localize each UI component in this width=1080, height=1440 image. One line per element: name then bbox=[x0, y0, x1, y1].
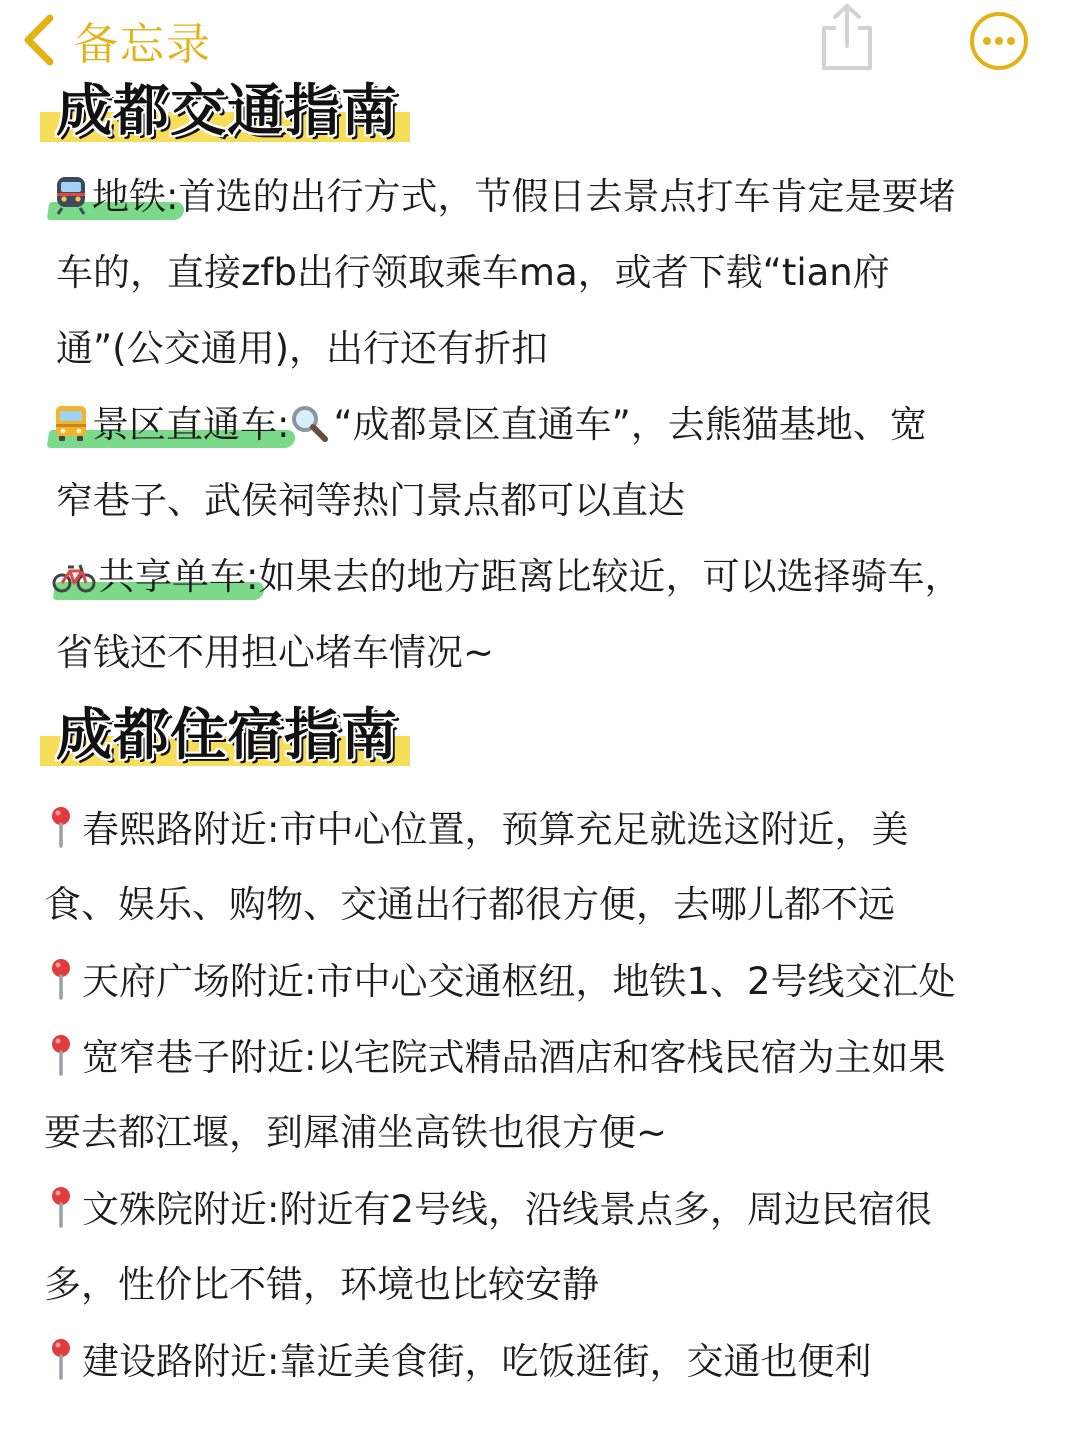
bus-line-1 bbox=[52, 400, 927, 450]
bike-text-2: 省钱还不用担心堵车情况~ bbox=[56, 631, 495, 674]
bus-text-1: “成都景区直通车”，去熊猫基地、宽 bbox=[333, 403, 927, 446]
magnifier-icon bbox=[289, 403, 329, 443]
stay-item-2-line-1 bbox=[46, 956, 956, 1006]
more-ellipsis-icon bbox=[968, 57, 1030, 76]
share-button[interactable] bbox=[818, 2, 876, 72]
top-nav-bar bbox=[0, 0, 1080, 80]
pin-icon bbox=[46, 1184, 76, 1228]
stay-item-text: 市中心位置，预算充足就选这附近，美 bbox=[279, 808, 909, 851]
bus-text-2: 窄巷子、武侯祠等热门景点都可以直达 bbox=[56, 479, 685, 522]
bike-line-2 bbox=[56, 628, 494, 678]
stay-item-1-line-2 bbox=[44, 880, 895, 930]
metro-text-2: 车的，直接zfb出行领取乘车ma，或者下载“tian府 bbox=[56, 251, 890, 294]
bus-icon bbox=[52, 403, 90, 443]
stay-item-4-line-2 bbox=[44, 1260, 599, 1310]
bike-label: 共享单车: bbox=[98, 552, 258, 602]
pin-icon bbox=[46, 956, 76, 1000]
bicycle-icon bbox=[52, 555, 96, 595]
stay-item-label: 天府广场附近: bbox=[82, 960, 317, 1003]
bus-line-2 bbox=[56, 476, 685, 526]
stay-item-label: 文殊院附近: bbox=[82, 1188, 280, 1231]
metro-line-3 bbox=[56, 324, 548, 374]
bike-line-1 bbox=[52, 552, 961, 602]
back-button[interactable] bbox=[20, 8, 212, 72]
stay-item-5-line-1 bbox=[46, 1336, 871, 1386]
pin-icon bbox=[46, 1032, 76, 1076]
stay-item-text: 附近有2号线，沿线景点多，周边民宿很 bbox=[279, 1188, 933, 1231]
metro-line-2 bbox=[56, 248, 890, 298]
transport-heading-text: 成都交通指南 bbox=[56, 79, 398, 144]
stay-item-1-line-1 bbox=[46, 804, 908, 854]
stay-heading-text: 成都住宿指南 bbox=[56, 703, 398, 768]
metro-text-1: 首选的出行方式，节假日去景点打车肯定是要堵 bbox=[178, 175, 956, 218]
stay-item-text: 食、娱乐、购物、交通出行都很方便，去哪儿都不远 bbox=[44, 883, 895, 926]
metro-text-3: 通”(公交通用)，出行还有折扣 bbox=[56, 327, 549, 370]
stay-item-text: 靠近美食街，吃饭逛街，交通也便利 bbox=[279, 1340, 872, 1383]
stay-item-3-line-1 bbox=[46, 1032, 945, 1082]
stay-item-text: 多，性价比不错，环境也比较安静 bbox=[44, 1263, 599, 1306]
stay-item-3-line-2 bbox=[44, 1108, 667, 1158]
stay-item-label: 建设路附近: bbox=[82, 1340, 280, 1383]
transport-heading bbox=[40, 80, 440, 144]
bus-label: 景区直通车: bbox=[92, 400, 289, 450]
metro-icon bbox=[52, 175, 90, 215]
stay-item-text: 以宅院式精品酒店和客栈民宿为主如果 bbox=[316, 1036, 946, 1079]
share-icon bbox=[818, 57, 876, 76]
stay-item-text: 市中心交通枢纽，地铁1、2号线交汇处 bbox=[316, 960, 956, 1003]
more-button[interactable] bbox=[968, 10, 1030, 72]
chevron-left-icon bbox=[20, 12, 60, 68]
metro-line-1 bbox=[52, 172, 955, 222]
back-label: 备忘录 bbox=[74, 19, 212, 70]
pin-icon bbox=[46, 1336, 76, 1380]
stay-item-label: 宽窄巷子附近: bbox=[82, 1036, 317, 1079]
pin-icon bbox=[46, 804, 76, 848]
stay-heading bbox=[40, 704, 440, 768]
stay-item-4-line-1 bbox=[46, 1184, 932, 1234]
stay-item-text: 要去都江堰，到犀浦坐高铁也很方便~ bbox=[44, 1111, 668, 1154]
metro-label: 地铁: bbox=[92, 172, 178, 222]
bike-text-1: 如果去的地方距离比较近，可以选择骑车， bbox=[258, 555, 962, 598]
stay-item-label: 春熙路附近: bbox=[82, 808, 280, 851]
